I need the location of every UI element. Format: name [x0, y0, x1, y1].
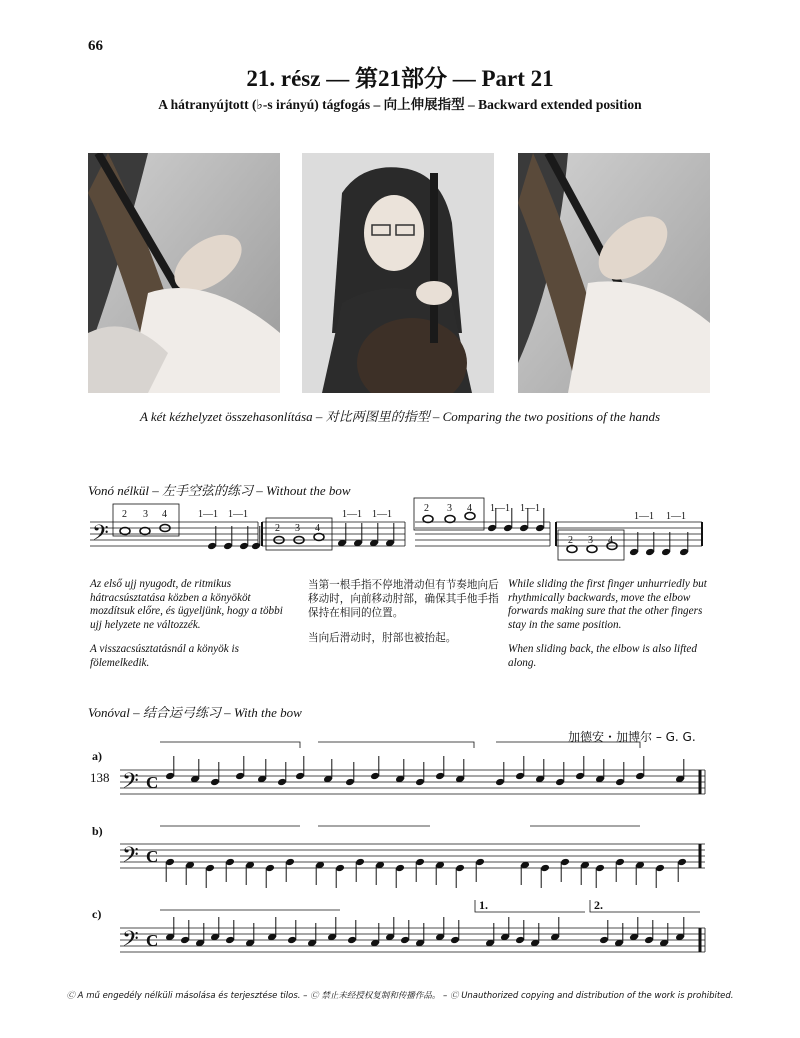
time-signature: C: [146, 773, 159, 792]
instructions-english: [508, 578, 708, 681]
bass-clef-icon: 𝄢: [122, 927, 139, 957]
instruction-zh-2: 当向后滑动时，肘部也被抬起。: [308, 632, 457, 644]
svg-text:3: 3: [588, 535, 593, 546]
instruction-hu-2: A visszacsúsztatásnál a könyök is fölemelkedik.: [90, 643, 239, 669]
svg-text:1—1: 1—1: [228, 509, 248, 520]
time-signature: C: [146, 931, 159, 950]
bass-clef-icon: 𝄢: [122, 843, 139, 873]
row-label-c: c): [92, 907, 102, 921]
instruction-hu-1: Az első ujj nyugodt, de ritmikus hátracsúsztatása közben a könyököt mozdítsuk előre, és ügyeljünk, hogy a többi ujj helyzete ne változzék.: [90, 578, 283, 631]
part-subtitle: A hátranyújtott (♭-s irányú) tágfogás – 向上伸展指型 – Backward extended position: [158, 97, 642, 112]
svg-text:2: 2: [568, 535, 573, 546]
page-number: 66: [88, 38, 103, 54]
part-title: 21. rész — 第21部分 — Part 21: [246, 66, 554, 91]
exercise-number: 138: [90, 770, 110, 785]
instruction-en-1: While sliding the first finger unhurriedly but rhythmically backwards, move the elbow forwards making sure that the other fingers stay in the same position.: [508, 578, 707, 631]
svg-text:1—1: 1—1: [198, 509, 218, 520]
volta-second-ending: 2.: [594, 898, 603, 912]
composer-credit: 加德安・加博尔 – G. G.: [568, 730, 696, 744]
svg-text:1—1: 1—1: [342, 509, 362, 520]
copyright-footer: Ⓒ A mű engedély nélküli másolása és terjesztése tilos. – Ⓒ 禁止未经授权复制和传播作品。 – Ⓒ Unauthorized copying and distribution of the work is prohibited.: [66, 991, 734, 1001]
svg-text:4: 4: [162, 509, 167, 520]
svg-text:1—1: 1—1: [372, 509, 392, 520]
svg-text:4: 4: [467, 503, 472, 514]
svg-text:4: 4: [608, 535, 613, 546]
section-label-without-bow: Vonó nélkül – 左手空弦的练习 – Without the bow: [88, 483, 351, 498]
svg-text:3: 3: [447, 503, 452, 514]
row-label-b: b): [92, 824, 103, 838]
time-signature: C: [146, 847, 159, 866]
svg-text:2: 2: [122, 509, 127, 520]
svg-text:1—1: 1—1: [520, 503, 540, 514]
svg-text:2: 2: [424, 503, 429, 514]
instructions-hungarian: [90, 578, 290, 681]
svg-text:4: 4: [315, 523, 320, 534]
volta-first-ending: 1.: [479, 898, 488, 912]
bass-clef-icon: 𝄢: [92, 521, 109, 551]
svg-text:1—1: 1—1: [666, 511, 686, 522]
svg-text:2: 2: [275, 523, 280, 534]
instructions-chinese: [308, 578, 508, 656]
section-label-with-bow: Vonóval – 结合运弓练习 – With the bow: [88, 705, 302, 720]
instruction-zh-1: 当第一根手指不停地滑动但有节奏地向后移动时，向前移动肘部，确保其手他手指保持在相同的位置。: [308, 579, 499, 619]
photo-caption: A két kézhelyzet összehasonlítása – 对比两图里的指型 – Comparing the two positions of the hands: [139, 409, 661, 424]
row-label-a: a): [92, 749, 102, 763]
instruction-en-2: When sliding back, the elbow is also lifted along.: [508, 643, 697, 669]
svg-text:3: 3: [295, 523, 300, 534]
staff-without-bow: [90, 498, 702, 560]
svg-text:1—1: 1—1: [490, 503, 510, 514]
svg-text:3: 3: [143, 509, 148, 520]
staff-with-bow: [120, 742, 705, 952]
svg-text:1—1: 1—1: [634, 511, 654, 522]
bass-clef-icon: 𝄢: [122, 769, 139, 799]
